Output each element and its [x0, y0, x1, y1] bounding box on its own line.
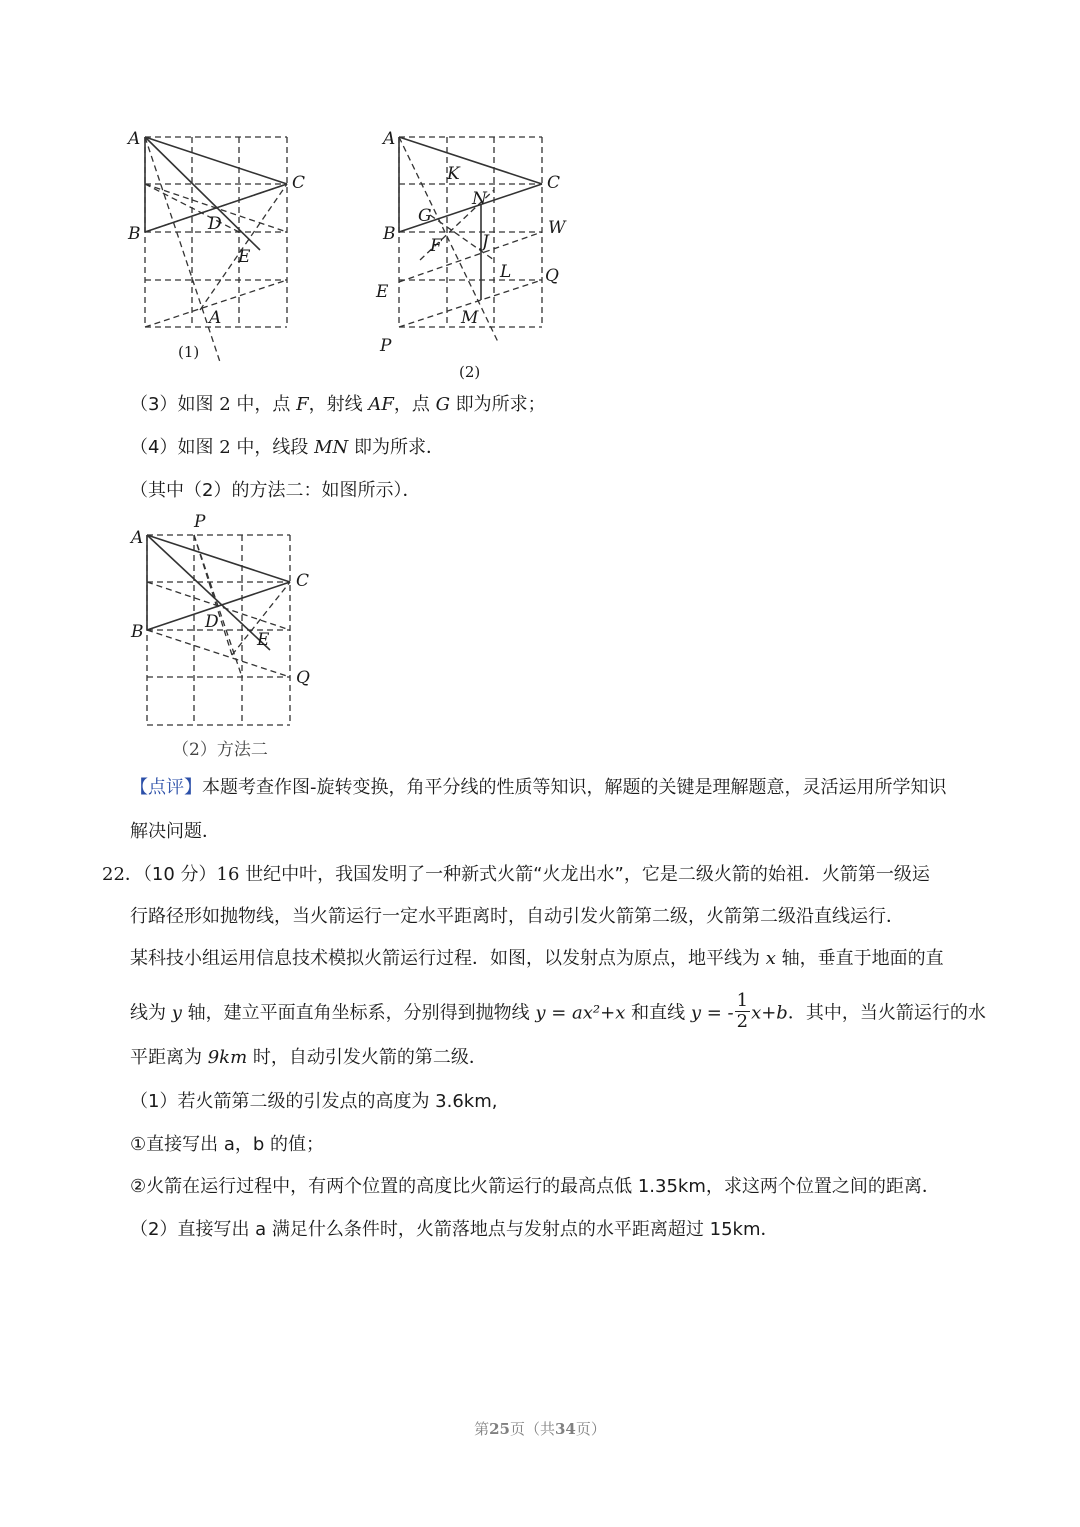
figure-2-grid [0, 0, 600, 390]
fig2-label-e: E [376, 282, 389, 302]
fig2-label-j: J [482, 232, 489, 252]
comment-tag: 【点评】 [130, 777, 202, 798]
problem-22-line-5: 平距离为 9km 时，自动引发火箭的第二级． [130, 1047, 487, 1068]
method-2-note: （其中（2）的方法二：如图所示）． [130, 480, 421, 501]
figure-2-grid-lines [399, 137, 542, 327]
fig3-label-a: A [131, 528, 144, 548]
problem-22-q1-b: ②火箭在运行过程中，有两个位置的高度比火箭运行的最高点低 1.35km，求这两个位置之间的距离． [130, 1176, 940, 1197]
fig3-label-b: B [131, 622, 144, 642]
problem-22-line-1: 22．（10 分）16 世纪中叶，我国发明了一种新式火箭“火龙出水”，它是二级火箭的始祖．火箭第一级运 [102, 864, 930, 885]
fig2-label-b: B [383, 224, 396, 244]
fig1-label-c: C [292, 173, 306, 193]
problem-22-line-4: 线为 y 轴，建立平面直角坐标系，分别得到抛物线 y = ax²+x 和直线 y = - $\frac{1}{2}$ x+b．其中，当火箭运行的水 [130, 990, 986, 1032]
fig3-label-e: E [257, 630, 270, 650]
answer-item-3: （3）如图 2 中，点 F，射线 AF，点 G 即为所求； [130, 394, 546, 415]
fig2-label-q: Q [545, 266, 559, 286]
comment-line-1: 【点评】本题考查作图-旋转变换，角平分线的性质等知识，解题的关键是理解题意，灵活运用所学知识 [130, 777, 947, 798]
comment-line-2: 解决问题． [130, 821, 220, 842]
fig3-label-q: Q [296, 668, 310, 688]
figure-2-side-ac [399, 137, 542, 184]
page-footer: 第25页（共34页） [474, 1420, 606, 1438]
fig2-caption: (2) [459, 363, 481, 381]
fig2-label-p: P [380, 336, 392, 356]
fig2-label-w: W [548, 218, 566, 238]
fig1-label-e: E [238, 247, 251, 267]
fig2-label-g: G [418, 206, 432, 226]
fig2-label-a: A [383, 129, 396, 149]
figure-2-dash-2 [399, 232, 542, 282]
fig2-label-n: N [472, 189, 487, 209]
fig2-label-m: M [461, 308, 479, 328]
fig2-label-f: F [430, 236, 442, 256]
figure-3-side-ac [147, 535, 290, 582]
fig3-label-d: D [205, 612, 219, 632]
answer-item-4: （4）如图 2 中，线段 MN 即为所求． [130, 437, 445, 458]
fraction-half: $\frac{1}{2}$ [736, 990, 749, 1032]
fig2-label-k: K [447, 164, 460, 184]
problem-22-q2: （2）直接写出 a 满足什么条件时，火箭落地点与发射点的水平距离超过 15km． [130, 1219, 779, 1240]
fig3-caption: （2）方法二 [172, 740, 268, 760]
fig2-label-c: C [547, 173, 561, 193]
problem-22-q1: （1）若火箭第二级的引发点的高度为 3.6km, [130, 1091, 498, 1112]
fig1-caption: (1) [178, 343, 200, 361]
figure-3-grid [0, 510, 330, 740]
fig1-label-a-top: A [128, 129, 141, 149]
fig3-label-p: P [194, 512, 206, 532]
problem-22-line-3: 某科技小组运用信息技术模拟火箭运行过程．如图，以发射点为原点，地平线为 x 轴，垂直于地面的直 [130, 948, 944, 969]
fig3-label-c: C [296, 571, 310, 591]
problem-22-line-2: 行路径形如抛物线，当火箭运行一定水平距离时，自动引发火箭第二级，火箭第二级沿直线运行． [130, 906, 904, 927]
problem-22-q1-a: ①直接写出 a，b 的值； [130, 1134, 325, 1155]
parabola-equation: y = ax²+x [535, 1002, 626, 1024]
fig1-label-b: B [128, 224, 141, 244]
fig2-label-l: L [500, 262, 512, 282]
fig1-label-d: D [208, 214, 222, 234]
fig1-label-a-bottom: A [209, 308, 222, 328]
figure-3-ray-ae [147, 535, 270, 650]
